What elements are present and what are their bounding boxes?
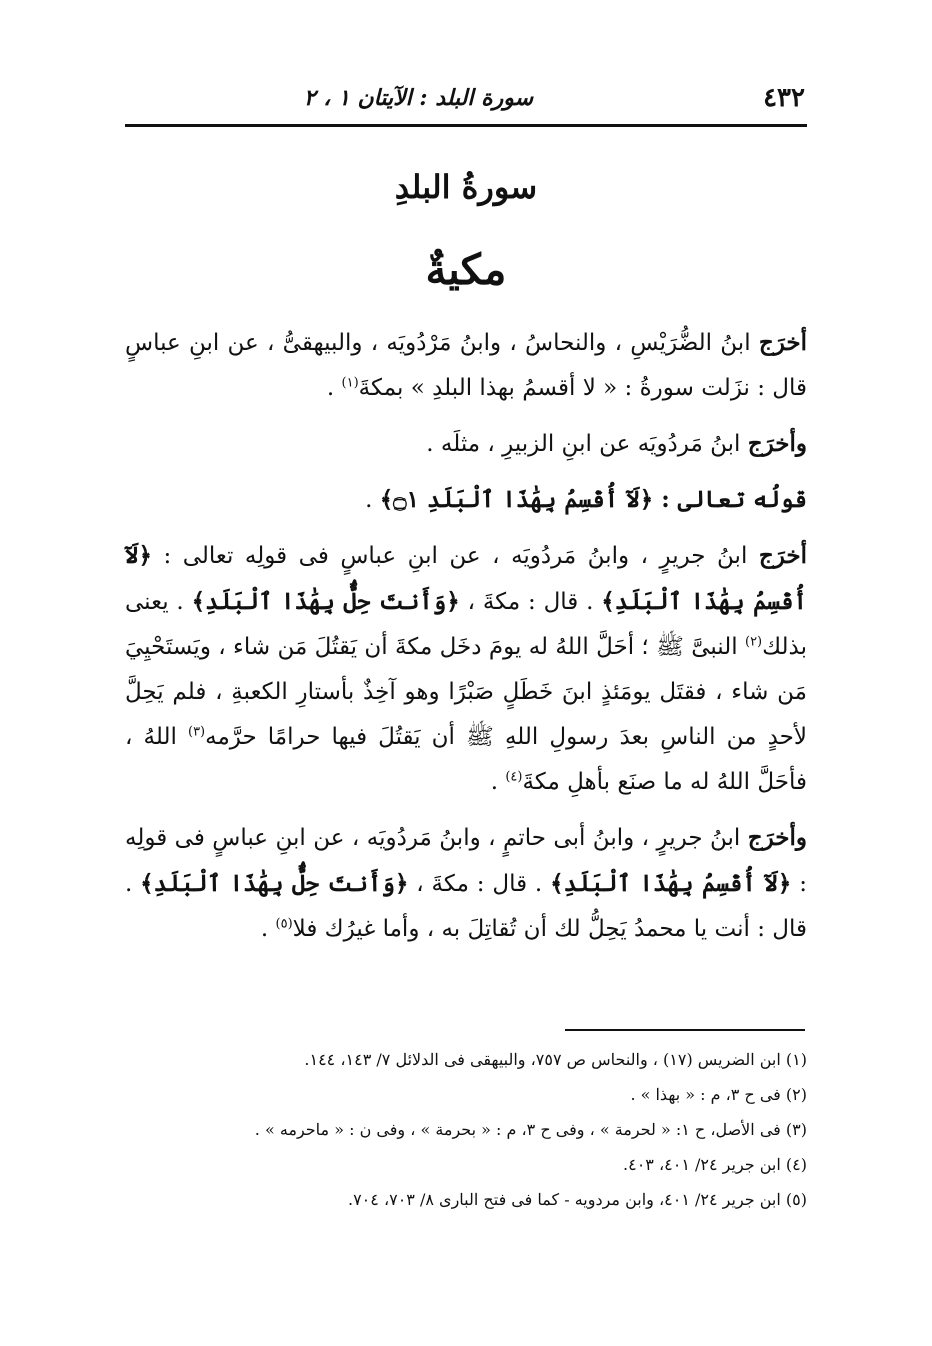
quran-verse: وَأَنتَ حِلٌّۢ بِهَٰذَا ٱلْبَلَدِ (205, 588, 447, 615)
footnote-1: (١) ابن الضريس (١٧) ، والنحاس ص ٧٥٧، والبيهقى فى الدلائل ٧/ ١٤٣، ١٤٤. (304, 1050, 807, 1069)
surah-title: سورةُ البلدِ (394, 168, 538, 206)
page-number: ٤٣٢ (763, 83, 805, 113)
paragraph-text: . (326, 375, 342, 401)
paragraph-text: . (365, 487, 380, 513)
paragraph-text: . (490, 769, 506, 795)
paragraph-text: . قال : مكةَ ، (459, 589, 602, 615)
paragraph-lead: أخرَج (758, 542, 807, 569)
footnote-2: (٢) فى ح ٣، م : « بهذا » . (630, 1085, 807, 1104)
verse-bracket-open: ﴿ (394, 870, 409, 897)
paragraph-lead: وأخرَج (747, 824, 807, 851)
footnote-ref-3: (٣) (187, 724, 206, 740)
paragraph-5 (125, 815, 807, 952)
paragraph-text: . (260, 916, 276, 942)
verse-bracket-close: ﴾ (550, 870, 564, 897)
header-rule (125, 124, 807, 127)
paragraph-text: النبىَّ ﷺ ؛ أحَلَّ اللهُ له يومَ دخَل مكةَ أن يَقتُلَ مَن شاء ، ويَستَحْيِيَ مَن شاء ، فقتَل يومَئذٍ ابنَ خَطَلٍ صَبْرًا وهو آخِذٌ بأستارِ الكعبةِ ، فلم يَحِلَّ لأحدٍ من الناسِ بعدَ رسولِ اللهِ ﷺ أن يَقتُلَ فيها حرامًا حرَّمه (125, 634, 808, 750)
quran-verse: لَآ أُقْسِمُ بِهَٰذَا ٱلْبَلَدِ (563, 870, 778, 897)
paragraph-text: ابنُ جريرٍ ، وابنُ مَردُويَه ، عن ابنِ عباسٍ فى قولِه تعالى : (151, 543, 759, 569)
paragraph-lead: وأخرَج (747, 430, 807, 457)
paragraph-text: . قال : مكةَ ، (408, 871, 551, 897)
verse-bracket-open: ﴿ (446, 588, 460, 615)
footnote-ref-5: (٥) (275, 916, 293, 932)
quran-verse: لَآ أُقْسِمُ بِهَٰذَا ٱلْبَلَدِ (125, 542, 807, 615)
quran-verse: لَآ أُقْسِمُ بِهَٰذَا ٱلْبَلَدِ ۝١ (393, 486, 640, 513)
footnote-rule (565, 1029, 805, 1031)
verse-bracket-open: ﴿ (639, 486, 662, 513)
paragraph-2 (125, 421, 807, 467)
paragraph-3 (125, 477, 807, 523)
verse-bracket-open: ﴿ (138, 542, 152, 569)
verse-bracket-close: ﴾ (379, 486, 394, 513)
footnote-ref-2: (٢) (744, 634, 763, 650)
paragraph-1 (125, 320, 807, 411)
paragraph-text: . قال : أنت يا محمدُ يَحِلُّ لك أن تُقاتِلَ به ، وأما غيرُك فلا (125, 871, 807, 942)
footnote-3: (٣) فى الأصل، ح ١: « لحرمة » ، وفى ح ٣، م : « بحرمة » ، وفى ن : « ماحرمه » . (254, 1120, 807, 1139)
paragraph-text: . يعنى بذلك (125, 589, 807, 660)
verse-bracket-close: ﴾ (140, 870, 154, 897)
paragraph-text: ابنُ الضُّرَيْسِ ، والنحاسُ ، وابنُ مَرْدُويَه ، والبيهقىُّ ، عن ابنِ عباسٍ قال : نزَلت سورةُ : « لا أقسمُ بهذا البلدِ » بمكةَ (125, 330, 807, 401)
paragraph-4 (125, 533, 807, 805)
footnote-ref-1: (١) (341, 375, 359, 391)
paragraph-text: ابنُ جريرٍ ، وابنُ أبى حاتمٍ ، وابنُ مَردُويَه ، عن ابنِ عباسٍ فى قولِه : (125, 825, 807, 897)
footnote-ref-4: (٤) (505, 769, 523, 785)
footnotes (125, 1042, 807, 1217)
running-title: سورة البلد : الآيتان ١ ، ٢ (303, 85, 534, 111)
verse-bracket-close: ﴾ (191, 588, 206, 615)
paragraph-lead: أخرَج (758, 329, 807, 356)
footnote-5: (٥) ابن جرير ٢٤/ ٤٠١، وابن مردويه - كما فى فتح البارى ٨/ ٧٠٣، ٧٠٤. (347, 1190, 807, 1209)
quran-verse: وَأَنتَ حِلٌّۢ بِهَٰذَا ٱلْبَلَدِ (153, 870, 395, 897)
paragraph-text: اللهُ ، فأحَلَّ اللهُ له ما صنَع بأهلِ مكةَ (125, 724, 807, 795)
footnote-4: (٤) ابن جرير ٢٤/ ٤٠١، ٤٠٣. (623, 1155, 807, 1174)
surah-type: مكيةٌ (425, 245, 507, 294)
body-text (125, 320, 807, 952)
verse-bracket-open: ﴿ (777, 870, 792, 897)
verse-bracket-close: ﴾ (601, 588, 615, 615)
verse-heading: قولُه تعالى : (661, 486, 807, 513)
paragraph-text: ابنُ مَردُويَه عن ابنِ الزبيرِ ، مثلَه . (426, 431, 748, 457)
running-header (125, 78, 807, 118)
